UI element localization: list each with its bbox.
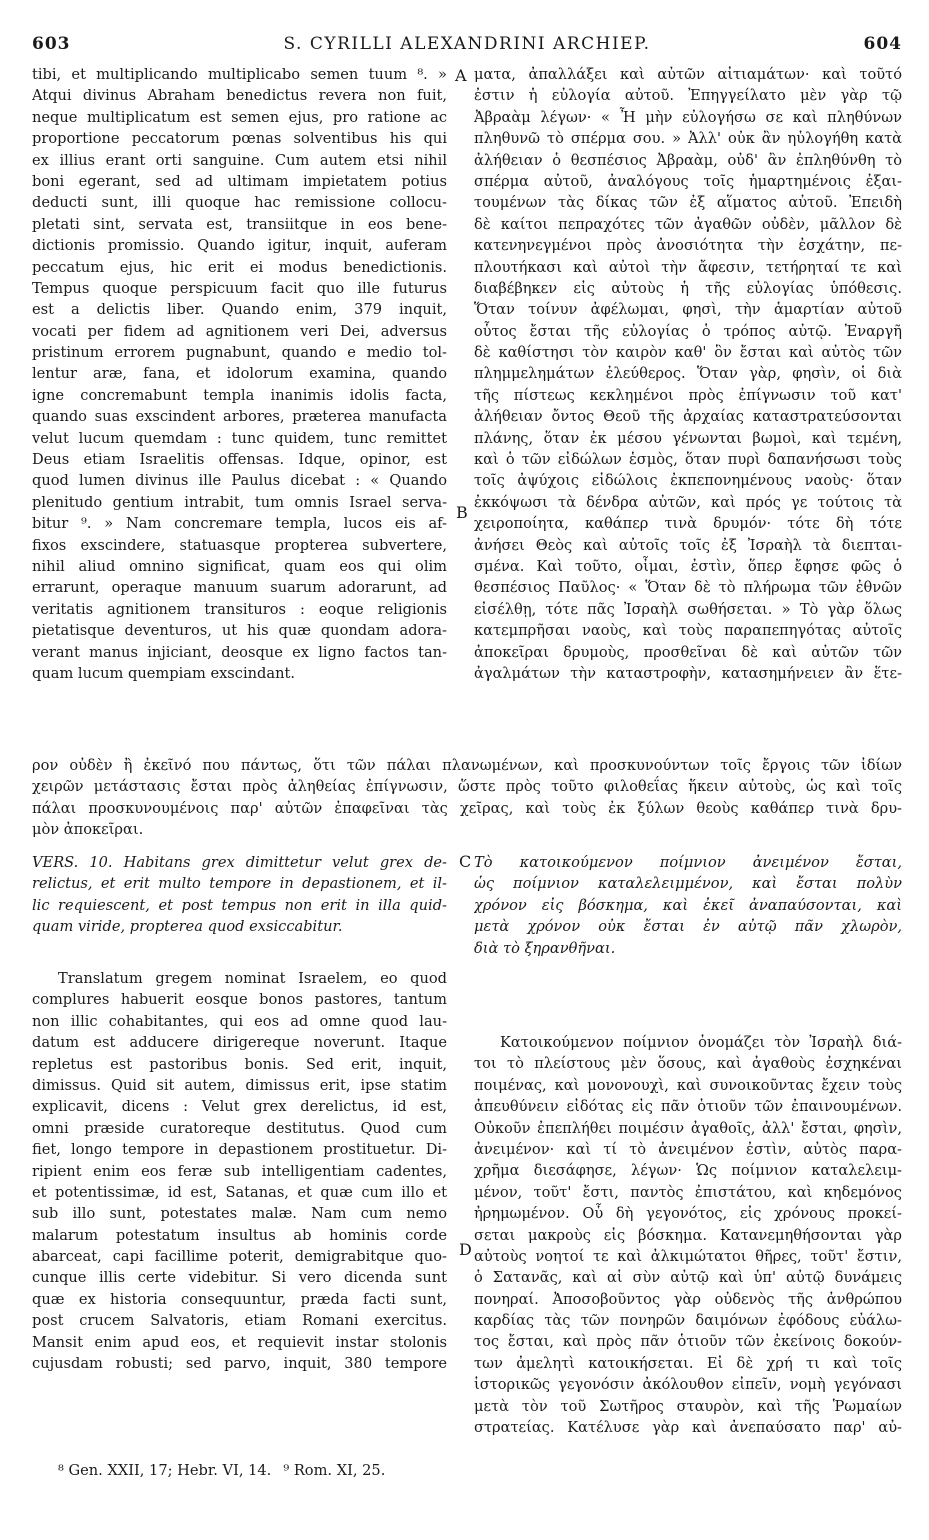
text-line: peccatum ejus, hic erit ei modus benedictionis. — [32, 258, 447, 276]
text-line: καὶ ὁ τῶν εἰδώλων ἑσμὸς, ὅταν πυρὶ δαπανήσωσι τοὺς — [474, 451, 902, 469]
text-line: τοι τὸ πλείστους μὲν ὅσους, καὶ ἀγαθοὺς ἐσχηκέναι — [474, 1055, 902, 1073]
text-line: vocati per fidem ad agnitionem veri Dei, adversus — [32, 322, 447, 340]
text-line: Κατοικούμενον ποίμνιον ὀνομάζει τὸν Ἰσραὴλ διά- — [500, 1034, 902, 1051]
text-line: errarunt, operaque manuum suarum adorarunt, ad — [32, 579, 447, 597]
text-line: ex illius erant orti sanguine. Cum autem etsi nihil — [32, 151, 447, 169]
text-line: quod lumen divinus ille Paulus dicebat : « Quando — [32, 472, 447, 490]
greek-column-top — [474, 64, 902, 684]
text-line: pletati sint, servata est, transiitque in eos bene- — [32, 215, 447, 233]
text-line: ἀλήθειαν ὄντος Θεοῦ τῆς ἀρχαίας καταστρατεύσονται — [474, 408, 902, 426]
text-line: cunque illis certe videbitur. Si vero dicenda sunt — [32, 1269, 447, 1287]
text-line: plenitudo gentium intrabit, tum omnis Israel serva- — [32, 493, 447, 511]
text-line: σεται μακροὺς εἰς βόσκημα. Κατανεμηθήσονται γὰρ — [474, 1226, 902, 1244]
text-line: sub illo sunt, potestates malæ. Nam cum nemo — [32, 1205, 447, 1223]
text-line: boni egerant, sed ad ultimam impietatem potius — [32, 172, 447, 190]
text-line: tibi, et multiplicando multiplicabo semen tuum ⁸. » — [32, 66, 447, 83]
text-line: dictionis promissio. Quando igitur, inquit, auferam — [32, 237, 447, 255]
text-line: μετὰ τὸν τοῦ Σωτῆρος σταυρὸν, καὶ τῆς Ῥωμαίων — [474, 1397, 902, 1415]
text-line: Atqui divinus Abraham benedictus revera non fuit, — [32, 87, 447, 105]
text-line: nihil aliud omnino significat, quam eos qui olim — [32, 557, 447, 575]
margin-marker-d: D — [459, 1240, 472, 1259]
footnote-9: ⁹ Rom. XI, 25. — [283, 1462, 386, 1479]
text-line: pristinum errorem pugnabunt, quando e medio tol- — [32, 344, 447, 362]
greek-full-width-paragraph — [32, 755, 902, 841]
text-line: πονηραί. Ἀποσοβοῦντος γὰρ οὐδενὸς τῆς ἀνθρώπου — [474, 1290, 902, 1308]
text-line: χρῆμα διεσάφησε, λέγων· Ὡς ποίμνιον καταλελειμ- — [474, 1162, 902, 1180]
text-line: igne concremabunt templa inanimis idolis facta, — [32, 386, 447, 404]
text-line: χειροποίητα, καθάπερ τινὰ δρυμόν· τότε δὴ τότε — [474, 515, 902, 533]
text-line: καρδίας τὰς τῶν πονηρῶν δαιμόνων ἐφόδους εὐάλω- — [474, 1312, 902, 1330]
text-line: Tempus quoque perspicuum facit quo ille futurus — [32, 279, 447, 297]
text-line: μένον, τοῦτ' ἔστι, παντὸς ἐπιστάτου, καὶ κηδεμόνος — [474, 1183, 902, 1201]
text-line: pietatisque deventuros, ut his quæ quondam adora- — [32, 622, 447, 640]
text-line: explicavit, dicens : Velut grex derelictus, id est, — [32, 1098, 447, 1116]
text-line: VERS. 10. Habitans grex dimittetur velut grex de- — [32, 854, 447, 871]
text-line: ἀλήθειαν ὁ θεσπέσιος Ἀβραὰμ, οὐδ' ἂν ἐπληθύνθη τὸ — [474, 151, 902, 169]
text-line: est a delictis liber. Quando enim, 379 inquit, — [32, 301, 447, 319]
text-line: θεσπέσιος Παῦλος· « Ὅταν δὲ τὸ πλήρωμα τῶν ἐθνῶν — [474, 579, 902, 597]
text-line: μὸν ἀποκεῖραι. — [32, 821, 144, 839]
text-line: ἀπευθύνειν εἰδότας εἰς πᾶν ὁτιοῦν τῶν ἐπαινουμένων. — [474, 1098, 902, 1116]
text-line: ματα, ἀπαλλάξει καὶ αὐτῶν αἰτιαμάτων· καὶ τοῦτό — [474, 66, 902, 83]
margin-marker-c: C — [459, 852, 472, 871]
text-line: πάλαι προσκυνουμένοις παρ' αὐτῶν ἐπαφεῖναι τὰς χεῖρας, καὶ τοὺς ἐκ ξύλων θεοὺς καθάπερ τινὰ δρυ- — [32, 799, 902, 817]
text-line: ἀγαλμάτων τὴν καταστροφὴν, κατασημήνειεν ἂν ἕτε- — [474, 664, 902, 682]
text-line: cujusdam robusti; sed parvo, inquit, 380 tempore — [32, 1355, 447, 1373]
text-line: κατενηνεγμένοι πρὸς ἀνοσιότητα τὴν ἐσχάτην, πε- — [474, 237, 902, 255]
text-line: χειρῶν μετάστασις ἔσται πρὸς ἀληθείας ἐπίγνωσιν, ὥστε πρὸς τοῦτο φιλοθεΐας ἥκειν αὐτοὺς, ὡς καὶ τοῖς — [32, 778, 902, 796]
verse-latin — [32, 852, 447, 938]
text-line: κατεμπρῆσαι ναοὺς, καὶ τοὺς παραπεπηγότας αὐτοῖς — [474, 622, 902, 640]
text-line: fiet, longo tempore in depastionem prostituetur. Di- — [32, 1141, 447, 1159]
text-line: χρόνον εἰς βόσκημα, καὶ ἐκεῖ ἀναπαύσονται, καὶ — [474, 896, 902, 914]
text-line: Οὐκοῦν ἐπεπλήθει ποιμέσιν ἀγαθοῖς, ἀλλ' ἔσται, φησὶν, — [474, 1119, 902, 1137]
text-line: neque multiplicatum est semen ejus, pro ratione ac — [32, 108, 447, 126]
text-line: quam viride, propterea quod exsiccabitur. — [32, 918, 343, 936]
text-line: ἠρημωμένον. Οὗ δὴ γεγονότος, εἰς χρόνους προκεί- — [474, 1205, 902, 1223]
footnote-8: ⁸ Gen. XXII, 17; Hebr. VI, 14. — [58, 1462, 272, 1479]
margin-marker-b: B — [456, 503, 468, 522]
text-line: ποιμένας, καὶ μονονουχὶ, καὶ συνοικοῦντας ἔχειν τοὺς — [474, 1076, 902, 1094]
text-line: datum est adducere dirigereque noverunt. Itaque — [32, 1034, 447, 1052]
text-line: σμένα. Καὶ τοῦτο, οἶμαι, ἐστὶν, ὅπερ ἔφησε φῶς ὁ — [474, 557, 902, 575]
text-line: quam lucum quempiam exscindant. — [32, 664, 295, 682]
text-line: ὡς ποίμνιον καταλελειμμένον, καὶ ἔσται πολὺν — [474, 875, 902, 893]
text-line: ἀνήσει Θεὸς καὶ αὐτοῖς τοῖς ἐξ Ἰσραὴλ τὰ διεπται- — [474, 536, 902, 554]
text-line: Deus etiam Israelitis offensas. Idque, opinor, est — [32, 451, 447, 469]
text-line: σπέρμα αὐτοῦ, ἀναλόγους τοῖς ἡμαρτημένοις ἐξαι- — [474, 172, 902, 190]
text-line: τῆς πίστεως κεκλημένοι πρὸς ἐπίγνωσιν τοῦ κατ' — [474, 386, 902, 404]
text-line: ρον οὐδὲν ἢ ἐκεῖνό που πάντως, ὅτι τῶν πάλαι πλανωμένων, καὶ προσκυνούντων τοῖς ἔργοις τῶν ἰδίων — [32, 757, 902, 774]
text-line: lentur aræ, fana, et idolorum examina, quando — [32, 365, 447, 383]
latin-column-top — [32, 64, 447, 684]
text-line: fixos exscindere, statuasque propterea subvertere, — [32, 536, 447, 554]
text-line: bitur ⁹. » Nam concremare templa, lucos eis af- — [32, 515, 447, 533]
text-line: αὐτοὺς νοητοί τε καὶ ἀλκιμώτατοι θῆρες, τοῦτ' ἔστιν, — [474, 1247, 902, 1265]
margin-marker-a: A — [455, 66, 467, 85]
text-line: complures habuerit eosque bonos pastores, tantum — [32, 991, 447, 1009]
text-line: dimissus. Quid sit autem, dimissus erit, ipse statim — [32, 1076, 447, 1094]
page-header — [32, 34, 902, 58]
text-line: non illic cohabitantes, qui eos ad omne quod lau- — [32, 1012, 447, 1030]
text-line: Translatum gregem nominat Israelem, eo quod — [58, 970, 447, 987]
footnotes — [58, 1462, 385, 1479]
text-line: των ἀμελητὶ κατοικήσεται. Εἰ δὲ χρή τι καὶ τοῖς — [474, 1354, 902, 1372]
text-line: malarum potestatum insultus ab hominis corde — [32, 1226, 447, 1244]
text-line: verant manus injiciant, deosque ex ligno factos tan- — [32, 643, 447, 661]
text-line: lic requiescent, et post tempus non erit in illa quid- — [32, 896, 447, 914]
text-line: repletus est pastoribus bonis. Sed erit, inquit, — [32, 1055, 447, 1073]
latin-column-bottom — [32, 968, 447, 1374]
text-line: πλάνης, ὅταν ἐκ μέσου γένωνται βωμοὶ, καὶ τεμένη, — [474, 429, 902, 447]
text-line: veritatis agnitionem transituros : eoque religionis — [32, 600, 447, 618]
text-line: et potentissimæ, id est, Satanas, et quæ cum illo et — [32, 1183, 447, 1201]
text-line: velut lucum quemdam : tunc quidem, tunc remittet — [32, 429, 447, 447]
text-line: διὰ τὸ ξηρανθῆναι. — [474, 939, 616, 957]
text-line: ὁ Σατανᾶς, καὶ αἱ σὺν αὐτῷ καὶ ὑπ' αὐτῷ δυνάμεις — [474, 1269, 902, 1287]
page-number-left: 603 — [32, 34, 71, 54]
text-line: διαβέβηκεν εἰς αὐτοὺς ἡ τῆς εὐλογίας ὑπόθεσις. — [474, 279, 902, 297]
text-line: post crucem Salvatoris, etiam Romani exercitus. — [32, 1312, 447, 1330]
text-line: μετὰ χρόνον οὐκ ἔσται ἐν αὐτῷ πᾶν χλωρὸν, — [474, 918, 902, 936]
text-line: deducti sunt, illi quoque hac remissione collocu- — [32, 194, 447, 212]
greek-column-bottom — [474, 1032, 902, 1438]
text-line: πλημμελημάτων ἐλεύθερος. Ὅταν γὰρ, φησὶν, οἱ διὰ — [474, 365, 902, 383]
text-line: ἐστιν ἡ εὐλογία αὐτοῦ. Ἐπηγγείλατο μὲν γὰρ τῷ — [474, 87, 902, 105]
text-line: ἐκκόψωσι τὰ δένδρα αὐτῶν, καὶ πρός γε τούτοις τὰ — [474, 493, 902, 511]
text-line: πλουτήκασι καὶ αὐτοὶ τὴν ἄφεσιν, τετήρηταί τε καὶ — [474, 258, 902, 276]
text-line: ἀποκεῖραι δρυμοὺς, προσθεῖναι δὲ καὶ αὐτῶν τῶν — [474, 643, 902, 661]
text-line: τος ἔσται, καὶ πρὸς πᾶν ὁτιοῦν τῶν ἐκείνοις δοκούν- — [474, 1333, 902, 1351]
text-line: quæ ex historia consequuntur, præda facti sunt, — [32, 1290, 447, 1308]
text-line: Τὸ κατοικούμενον ποίμνιον ἀνειμένον ἔσται, — [474, 854, 902, 871]
text-line: ἱστορικῶς γεγονόσιν ἀκόλουθον εἰπεῖν, νομὴ γεγόνασι — [474, 1376, 902, 1394]
verse-greek — [474, 852, 902, 959]
text-line: ἀνειμένον· καὶ τί τὸ ἀνειμένον ἐστὶν, αὐτὸς παρα- — [474, 1140, 902, 1158]
page-number-right: 604 — [863, 34, 902, 54]
text-line: proportione peccatorum pœnas solventibus his qui — [32, 130, 447, 148]
text-line: οὗτος ἔσται τῆς εὐλογίας ὁ τρόπος αὐτῷ. Ἐναργῆ — [474, 322, 902, 340]
text-line: quando suas exscindent arbores, præterea manufacta — [32, 408, 447, 426]
text-line: πληθυνῶ τὸ σπέρμα σου. » Ἀλλ' οὐκ ἂν ηὐλογήθη κατὰ — [474, 130, 902, 148]
text-line: abarceat, capi facillime poterit, demigrabitque quo- — [32, 1248, 447, 1266]
text-line: τουμένων τὰς δίκας τῶν ἐξ αἵματος αὐτοῦ. Ἐπειδὴ — [474, 194, 902, 212]
text-line: Mansit enim apud eos, et requievit instar stolonis — [32, 1333, 447, 1351]
text-line: Ὅταν τοίνυν ἀφέλωμαι, φησὶ, τὴν ἁμαρτίαν αὐτοῦ — [474, 301, 902, 319]
text-line: Ἀβραὰμ λέγων· « Ἦ μὴν εὐλογήσω σε καὶ πληθύνων — [474, 108, 902, 126]
text-line: relictus, et erit multo tempore in depastionem, et il- — [32, 875, 447, 893]
text-line: δὲ καθίστησι τὸν καιρὸν καθ' ὃν ἔσται καὶ αὐτὸς τῶν — [474, 344, 902, 362]
text-line: omni præside curatoreque destitutus. Quod cum — [32, 1119, 447, 1137]
text-line: εἰσέλθῃ, τότε πᾶς Ἰσραὴλ σωθήσεται. » Τὸ γὰρ ὅλως — [474, 600, 902, 618]
running-title: S. CYRILLI ALEXANDRINI ARCHIEP. — [283, 34, 651, 54]
text-line: δὲ καίτοι πεπραχότες τῶν ἀγαθῶν οὐδὲν, μᾶλλον δὲ — [474, 215, 902, 233]
text-line: ripient enim eos feræ sub intelligentiam cadentes, — [32, 1162, 447, 1180]
text-line: τοῖς ἀψύχοις εἰδώλοις ἐκπεπονημένους ναοὺς· ὅταν — [474, 472, 902, 490]
text-line: στρατείας. Κατέλυσε γὰρ καὶ ἀνεπαύσατο παρ' αὐ- — [474, 1419, 902, 1437]
